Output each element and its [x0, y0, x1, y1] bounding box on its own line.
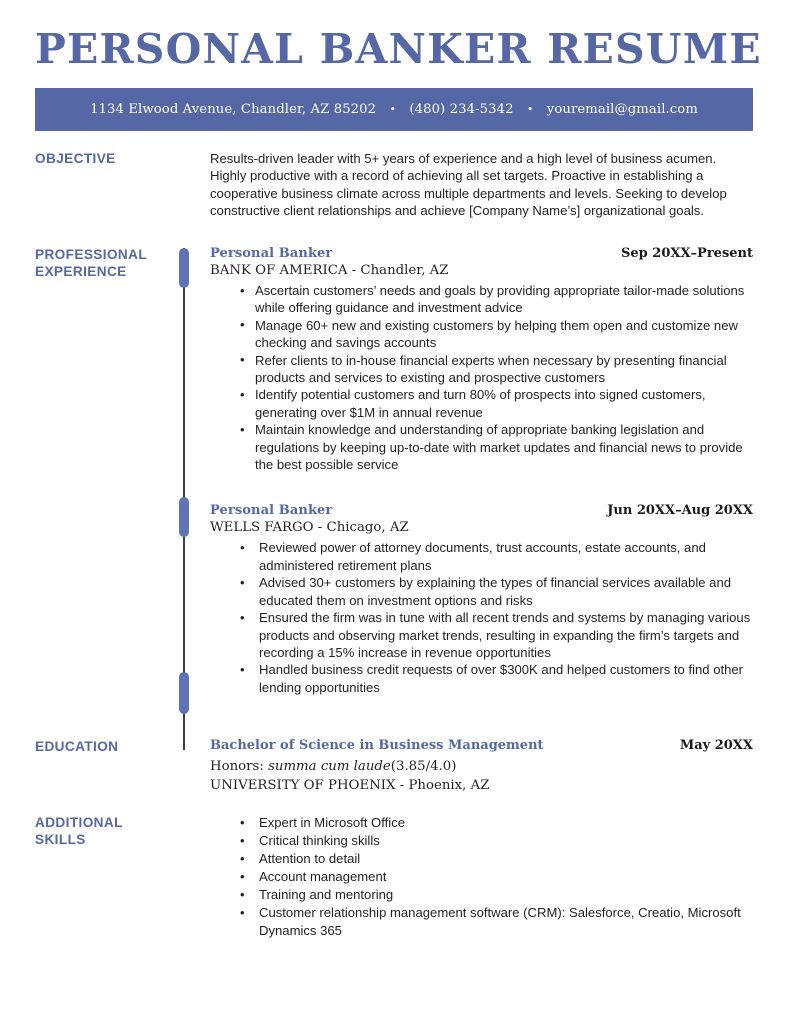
experience-entry: [210, 503, 753, 696]
education-honors-prefix: Honors:: [210, 759, 269, 774]
education-date: May 20XX: [679, 738, 753, 753]
section-heading-experience-line1: PROFESSIONAL: [35, 247, 148, 262]
skills-body: [210, 814, 753, 940]
job-title: Personal Banker: [210, 246, 333, 261]
experience-timeline: [179, 248, 189, 750]
education-honors: [210, 757, 753, 776]
job-bullet: • Reviewed power of attorney documents, trust accounts, estate accounts, and administered retirement plans: [240, 539, 753, 574]
job-bullet: • Manage 60+ new and existing customers by helping them open and customize new checking and savings accounts: [240, 317, 753, 352]
section-heading-objective: OBJECTIVE: [35, 151, 116, 166]
job-bullet: • Advised 30+ customers by explaining the types of financial services available and educated them on investment options and risks: [240, 574, 753, 609]
section-heading-skills: [35, 814, 185, 848]
skill-item: • Attention to detail: [240, 850, 753, 868]
section-heading-skills-line2: SKILLS: [35, 832, 86, 847]
section-heading-education: EDUCATION: [35, 739, 119, 754]
skill-item: • Account management: [240, 868, 753, 886]
job-bullet-list: [210, 539, 753, 696]
job-date: Jun 20XX–Aug 20XX: [607, 503, 753, 519]
job-title: Personal Banker: [210, 503, 333, 519]
objective-text: Results-driven leader with 5+ years of experience and a high level of business acumen. Highly productive with a record of achieving all set targets. Proactive in establishing a cooperative business climate across multiple departments and levels. Seeking to develop constructive client relationships and achieve [Company Name’s] organizational goals.: [210, 151, 727, 219]
skill-item: • Customer relationship management software (CRM): Salesforce, Creatio, Microsoft Dynamics 365: [240, 904, 753, 940]
contact-email: youremail@gmail.com: [546, 102, 698, 117]
job-date: Sep 20XX–Present: [621, 246, 753, 261]
job-company: BANK OF AMERICA - Chandler, AZ: [210, 263, 449, 278]
timeline-marker-job-1: [179, 248, 189, 288]
education-honors-value: summa cum laude: [268, 759, 391, 774]
job-bullet: • Identify potential customers and turn 80% of prospects into signed customers, generating over $1M in annual revenue: [240, 386, 753, 421]
education-entry-header: [210, 738, 753, 757]
skills-list: [210, 814, 753, 940]
skill-item: • Training and mentoring: [240, 886, 753, 904]
experience-entry: [210, 246, 753, 473]
job-bullet: • Maintain knowledge and understanding of appropriate banking legislation and regulations by keeping up-to-date with market updates and financial news to provide the best possible service: [240, 421, 753, 473]
contact-address: 1134 Elwood Avenue, Chandler, AZ 85202: [90, 102, 377, 117]
timeline-marker-job-2: [179, 497, 189, 537]
section-heading-experience-line2: EXPERIENCE: [35, 264, 127, 279]
job-bullet: • Refer clients to in-house financial experts when necessary by presenting financial products and services to existing and prospective customers: [240, 352, 753, 387]
section-heading-experience: [35, 246, 185, 280]
contact-line: [90, 102, 698, 117]
section-heading-skills-line1: ADDITIONAL: [35, 815, 123, 830]
contact-separator-2: •: [526, 103, 534, 116]
job-bullet-list: [210, 282, 753, 473]
timeline-marker-end: [179, 672, 189, 714]
education-section: [35, 738, 753, 796]
page-title: PERSONAL BANKER RESUME: [35, 25, 762, 73]
objective-section: [35, 150, 753, 220]
job-bullet: • Ascertain customers’ needs and goals by providing appropriate tailor-made solutions while offering guidance and investment advice: [240, 282, 753, 317]
education-honors-gpa: (3.85/4.0): [390, 759, 457, 774]
experience-entry-header: [210, 246, 753, 282]
job-bullet: • Handled business credit requests of over $300K and helped customers to find other lending opportunities: [240, 661, 753, 696]
skills-section: [35, 814, 753, 940]
education-school: UNIVERSITY OF PHOENIX - Phoenix, AZ: [210, 778, 490, 794]
contact-bar: [35, 88, 753, 131]
job-company: WELLS FARGO - Chicago, AZ: [210, 520, 409, 536]
contact-separator-1: •: [389, 103, 397, 116]
education-degree: Bachelor of Science in Business Management: [210, 738, 544, 753]
experience-body: [210, 246, 753, 696]
education-body: [210, 738, 753, 796]
job-bullet: • Ensured the firm was in tune with all recent trends and systems by managing various products and observing market trends, resulting in expanding the firm’s targets and recording a 15% increase in revenue opportunities: [240, 609, 753, 661]
experience-entry-header: [210, 503, 753, 539]
skill-item: • Critical thinking skills: [240, 832, 753, 850]
objective-body: [210, 150, 753, 220]
contact-phone: (480) 234-5342: [409, 102, 514, 117]
skill-item: • Expert in Microsoft Office: [240, 814, 753, 832]
experience-section: [35, 246, 753, 696]
